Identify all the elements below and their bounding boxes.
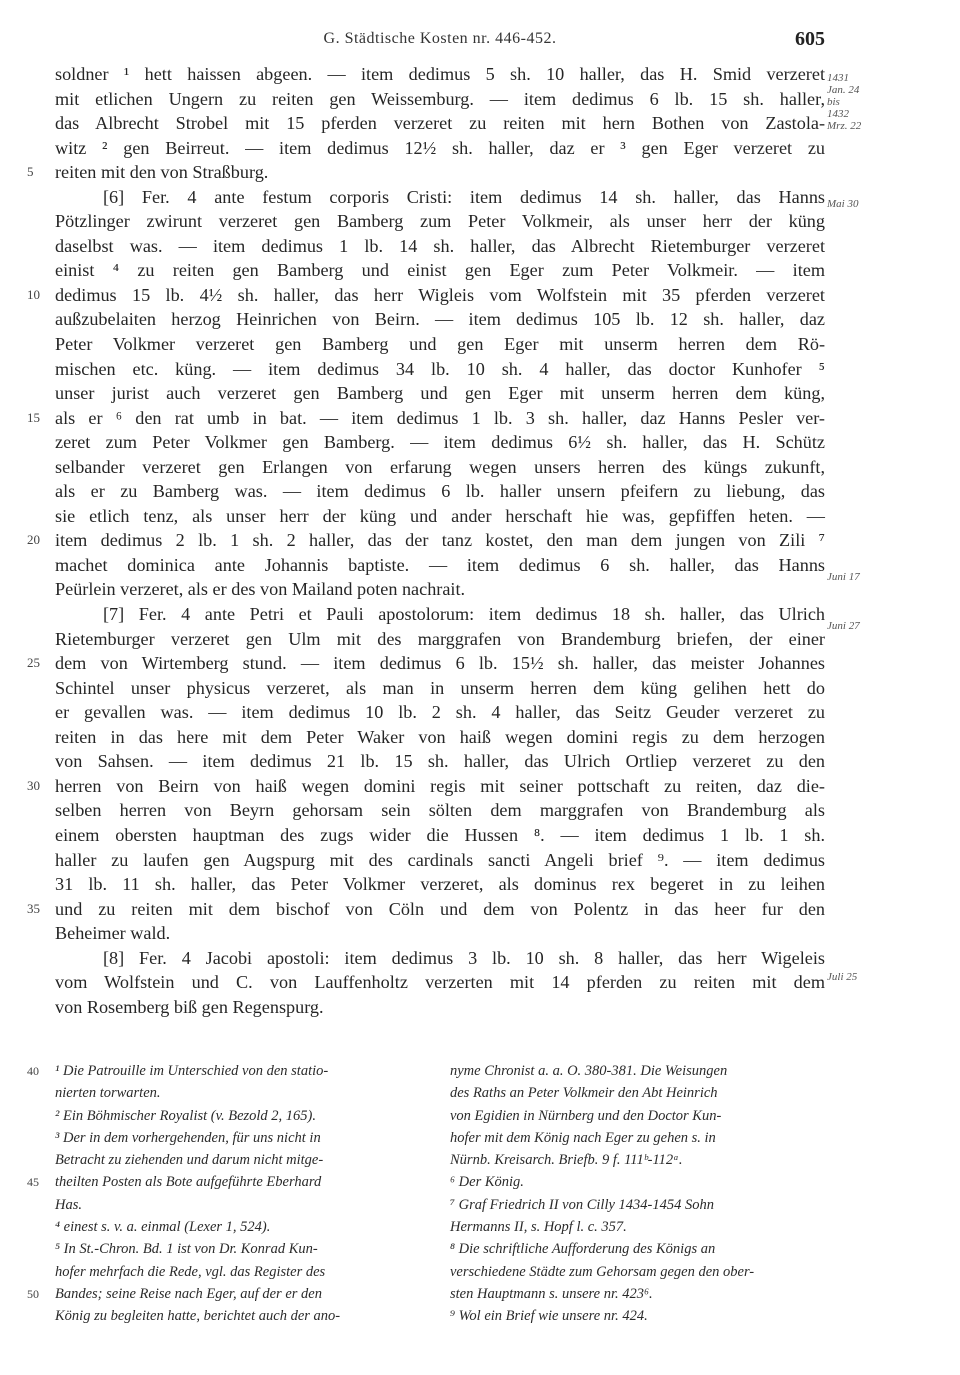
text-line: mischen etc. küng. — item dedimus 34 lb. 10 sh. 4 haller, das doctor Kunhofer ⁵	[55, 358, 825, 379]
text-line: 25 dem von Wirtemberg stund. — item dedimus 6 lb. 15½ sh. haller, das meister Johannes	[55, 651, 825, 676]
footnote-line: ⁹ Wol ein Brief wie unsere nr. 424.	[450, 1308, 648, 1325]
text-line: 30 herren von Beirn von haiß wegen domini regis mit seiner pottschaft zu reiten, daz die-	[55, 774, 825, 799]
footnote-line: sten Hauptmann s. unsere nr. 423⁶.	[450, 1285, 653, 1302]
margin-date-note: Mai 30	[827, 198, 859, 210]
text-line: soldner ¹ hett haissen abgeen. — item dedimus 5 sh. 10 haller, das H. Smid verzeret	[55, 64, 825, 84]
text-line: Rietemburger verzeret gen Ulm mit des marggrafen von Brandemburg briefen, der einer	[55, 628, 825, 649]
line-number: 50	[27, 1286, 39, 1301]
line-number: 35	[27, 900, 40, 916]
footnote-line: Hermanns II, s. Hopf l. c. 357.	[450, 1219, 627, 1236]
text-line: außzubelaiten herzog Heinrichen von Beirn. — item dedimus 105 lb. 12 sh. haller, daz	[55, 309, 825, 330]
footnote-line: 45 theilten Posten als Bote aufgeführte Eberhard	[55, 1171, 415, 1193]
text-line: vom Wolfstein und C. von Lauffenholtz verzerten mit 14 pferden zu reiten mit dem	[55, 972, 825, 993]
text-line: Schintel unser physicus verzeret, als man in unserm herren dem küng gelihen hett do	[55, 677, 825, 698]
line-number: 30	[27, 777, 40, 793]
text-line: von Rosemberg biß gen Regenspurg.	[55, 996, 324, 1017]
text-line: 20 item dedimus 2 lb. 1 sh. 2 haller, das der tanz kostet, den man dem jungen von Zili ⁷	[55, 528, 825, 553]
text-line: 31 lb. 11 sh. haller, das Peter Volkmer verzeret, als dominus rex begeret in zu leihen	[55, 874, 825, 895]
footnote-line: 40 ¹ Die Patrouille im Unterschied von den statio-	[55, 1060, 415, 1082]
text-line: mit etlichen Ungern zu reiten gen Weissemburg. — item dedimus 6 lb. 15 sh. haller,	[55, 88, 825, 109]
footnote-line: ⁵ In St.-Chron. Bd. 1 ist von Dr. Konrad Kun-	[55, 1241, 318, 1258]
text-line: 15 als er ⁶ den rat umb in bat. — item dedimus 1 lb. 3 sh. haller, daz Hanns Pesler ver-	[55, 406, 825, 431]
text-line: Beheimer wald.	[55, 923, 171, 944]
main-text	[27, 62, 862, 1019]
footnote-line: hofer mit dem König nach Eger zu gehen s. in	[450, 1129, 716, 1146]
margin-date-note: Juni 27	[827, 620, 860, 632]
text-line: er gevallen was. — item dedimus 10 lb. 2 sh. 4 haller, das Seitz Geuder verzeret zu	[55, 702, 825, 723]
text-line: von Sahsen. — item dedimus 21 lb. 15 sh. haller, das Ulrich Ortliep verzeret zu den	[55, 751, 825, 772]
footnote-line: ⁸ Die schriftliche Aufforderung des Königs an	[450, 1241, 716, 1258]
text-line: 35 und zu reiten mit dem bischof von Cöln und dem von Polentz in das heer fur den	[55, 897, 825, 922]
footnote-line: ⁴ einest s. v. a. einmal (Lexer 1, 524).	[55, 1219, 271, 1236]
line-number: 10	[27, 286, 40, 302]
text-line: das Albrecht Strobel mit 15 pferden verzeret zu reiten mit hern Bothen von Zastola-	[55, 113, 825, 134]
footnotes-left-column	[27, 1060, 415, 1328]
footnote-line: König zu begleiten hatte, berichtet auch der ano-	[55, 1308, 341, 1325]
footnote-line: des Raths an Peter Volkmeir den Abt Heinrich	[450, 1085, 718, 1102]
footnote-line: ⁷ Graf Friedrich II von Cilly 1434-1454 Sohn	[450, 1196, 714, 1213]
text-line: [7] Fer. 4 ante Petri et Pauli apostolorum: item dedimus 18 sh. haller, das Ulrich	[103, 604, 825, 625]
page-header	[55, 30, 825, 54]
margin-date-note: 1431 Jan. 24 bis 1432 Mrz. 22	[827, 72, 862, 132]
margin-date-note: Juli 25	[827, 971, 858, 983]
line-number: 45	[27, 1175, 39, 1190]
line-number: 40	[27, 1064, 39, 1078]
line-number: 15	[27, 409, 40, 425]
text-line: machet dominica ante Johannis baptiste. — item dedimus 6 sh. haller, das Hanns	[55, 554, 825, 575]
text-line: reiten in das here mit dem Peter Waker von haiß wegen domini regis zu dem herzogen	[55, 726, 825, 747]
line-number: 20	[27, 532, 40, 548]
footnote-line: 50 Bandes; seine Reise nach Eger, auf der er den	[55, 1283, 415, 1305]
footnotes-right-column	[450, 1060, 810, 1328]
text-line: [6] Fer. 4 ante festum corporis Cristi: item dedimus 14 sh. haller, das Hanns	[103, 186, 825, 207]
footnote-line: nierten torwarten.	[55, 1085, 161, 1102]
text-line: selben herren von Beyrn gehorsam sein sölten dem marggrafen von Brandemburg als	[55, 800, 825, 821]
text-line: zeret zum Peter Volkmer gen Bamberg. — item dedimus 6½ sh. haller, das H. Schütz	[55, 432, 825, 453]
text-line: als er zu Bamberg was. — item dedimus 6 lb. haller unsern pfeifern zu liebung, das	[55, 481, 825, 502]
text-line: haller zu laufen gen Augspurg mit des cardinals sancti Angeli brief ⁹. — item dedimus	[55, 849, 825, 870]
line-number: 5	[27, 164, 34, 180]
text-line: 10 dedimus 15 lb. 4½ sh. haller, das herr Wigleis vom Wolfstein mit 35 pferden verzeret	[55, 283, 825, 308]
footnote-line: ² Ein Böhmischer Royalist (v. Bezold 2, 165).	[55, 1107, 316, 1124]
footnote-line: Betracht zu ziehenden und darum nicht mitge-	[55, 1152, 324, 1169]
margin-date-note: Juni 17	[827, 571, 860, 583]
text-line: daselbst was. — item dedimus 1 lb. 14 sh. haller, das Albrecht Rietemburger verzeret	[55, 235, 825, 256]
text-line: unser jurist auch verzeret gen Bamberg und gen Eger mit unserm herren dem küng,	[55, 383, 825, 404]
text-line: Peürlein verzeret, als er des von Mailand poten nachrait.	[55, 579, 466, 600]
footnote-line: ³ Der in dem vorhergehenden, für uns nicht in	[55, 1129, 321, 1146]
text-line: einist ⁴ zu reiten gen Bamberg und einist gen Eger zum Peter Volkmeir. — item	[55, 260, 825, 281]
footnote-line: Has.	[55, 1196, 82, 1213]
footnote-line: ⁶ Der König.	[450, 1174, 524, 1191]
text-line: [8] Fer. 4 Jacobi apostoli: item dedimus 3 lb. 10 sh. 8 haller, das herr Wigeleis	[103, 947, 825, 968]
footnote-line: von Egidien in Nürnberg und den Doctor Kun-	[450, 1107, 722, 1124]
footnote-line: verschiedene Städte zum Gehorsam gegen den ober-	[450, 1263, 755, 1280]
text-line: 5 reiten mit den von Straßburg.	[55, 160, 825, 185]
footnote-line: nyme Chronist a. a. O. 380-381. Die Weisungen	[450, 1063, 728, 1079]
line-number: 25	[27, 655, 40, 671]
text-line: Pötzlinger zwirunt verzeret gen Bamberg zum Peter Volkmeir, als unser herr der küng	[55, 211, 825, 232]
footnote-line: hofer mehrfach die Rede, vgl. das Register des	[55, 1263, 326, 1280]
text-line: witz ² gen Beirreut. — item dedimus 12½ sh. haller, daz er ³ gen Eger verzeret zu	[55, 137, 825, 158]
running-title: G. Städtische Kosten nr. 446-452.	[323, 30, 557, 47]
text-line: selbander verzeret gen Erlangen von erfarung wegen unsers herren des küngs zukunft,	[55, 456, 825, 477]
text-line: Peter Volkmer verzeret gen Bamberg und gen Eger mit unserm herren dem Rö-	[55, 334, 825, 355]
text-line: sie etlich tenz, als unser herr der küng und ander herschaft hie was, gepfiffen heten. —	[55, 505, 825, 526]
page-number: 605	[795, 28, 825, 50]
footnote-line: Nürnb. Kreisarch. Briefb. 9 f. 111ᵇ-112ᵃ.	[450, 1152, 683, 1169]
text-line: einem obersten hauptman des zugs wider die Hussen ⁸. — item dedimus 1 lb. 1 sh.	[55, 824, 825, 845]
